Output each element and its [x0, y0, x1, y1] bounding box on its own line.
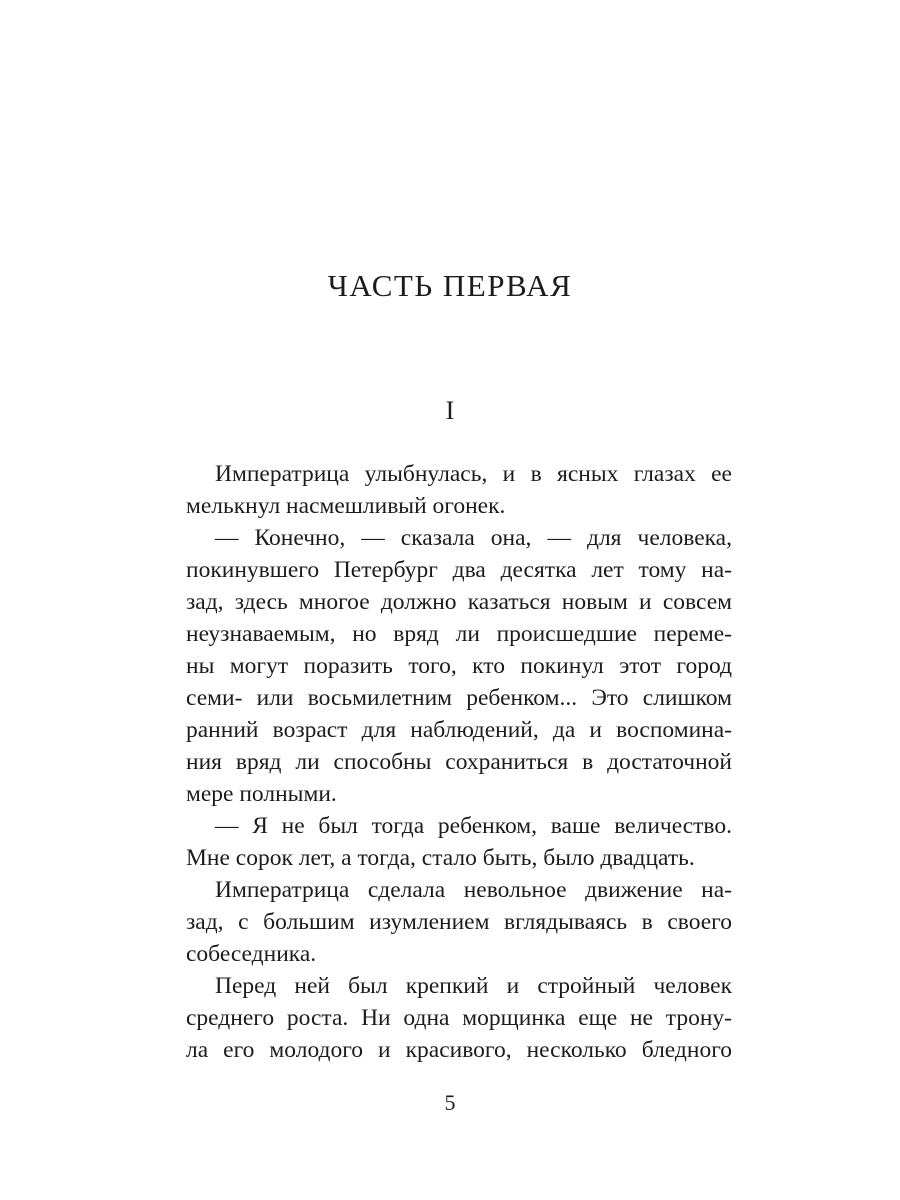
text-line: ла его молодого и красивого, несколько бледного: [186, 1037, 732, 1063]
text-line: ны могут поразить того, кто покинул этот город: [186, 653, 732, 679]
text-line: мелькнул насмешливый огонек.: [186, 493, 506, 519]
text-line: Перед ней был крепкий и стройный человек: [215, 973, 732, 999]
part-title: ЧАСТЬ ПЕРВАЯ: [327, 268, 573, 303]
text-line: собеседника.: [186, 941, 317, 967]
text-line: — Конечно, — сказала она, — для человека,: [215, 525, 732, 551]
text-line: ранний возраст для наблюдений, да и воспомина-: [186, 717, 732, 743]
page-number: 5: [444, 1090, 456, 1115]
text-line: зад, здесь многое должно казаться новым и совсем: [186, 589, 732, 615]
body-text: [186, 458, 732, 1066]
text-line: Мне сорок лет, а тогда, стало быть, было двадцать.: [186, 845, 695, 871]
text-line: — Я не был тогда ребенком, ваше величество.: [215, 813, 732, 839]
text-line: покинувшего Петербург два десятка лет тому на-: [186, 557, 732, 583]
text-line: зад, с большим изумлением вглядываясь в своего: [186, 909, 732, 935]
text-line: неузнаваемым, но вряд ли происшедшие переме-: [186, 621, 732, 647]
text-line: среднего роста. Ни одна морщинка еще не трону-: [186, 1005, 732, 1031]
text-line: мере полными.: [186, 781, 337, 807]
text-line: ния вряд ли способны сохраниться в достаточной: [186, 749, 732, 775]
text-line: Императрица сделала невольное движение на-: [215, 877, 732, 903]
chapter-number: I: [445, 396, 455, 425]
text-line: семи- или восьмилетним ребенком... Это слишком: [186, 685, 732, 711]
text-line: Императрица улыбнулась, и в ясных глазах ее: [215, 461, 732, 487]
